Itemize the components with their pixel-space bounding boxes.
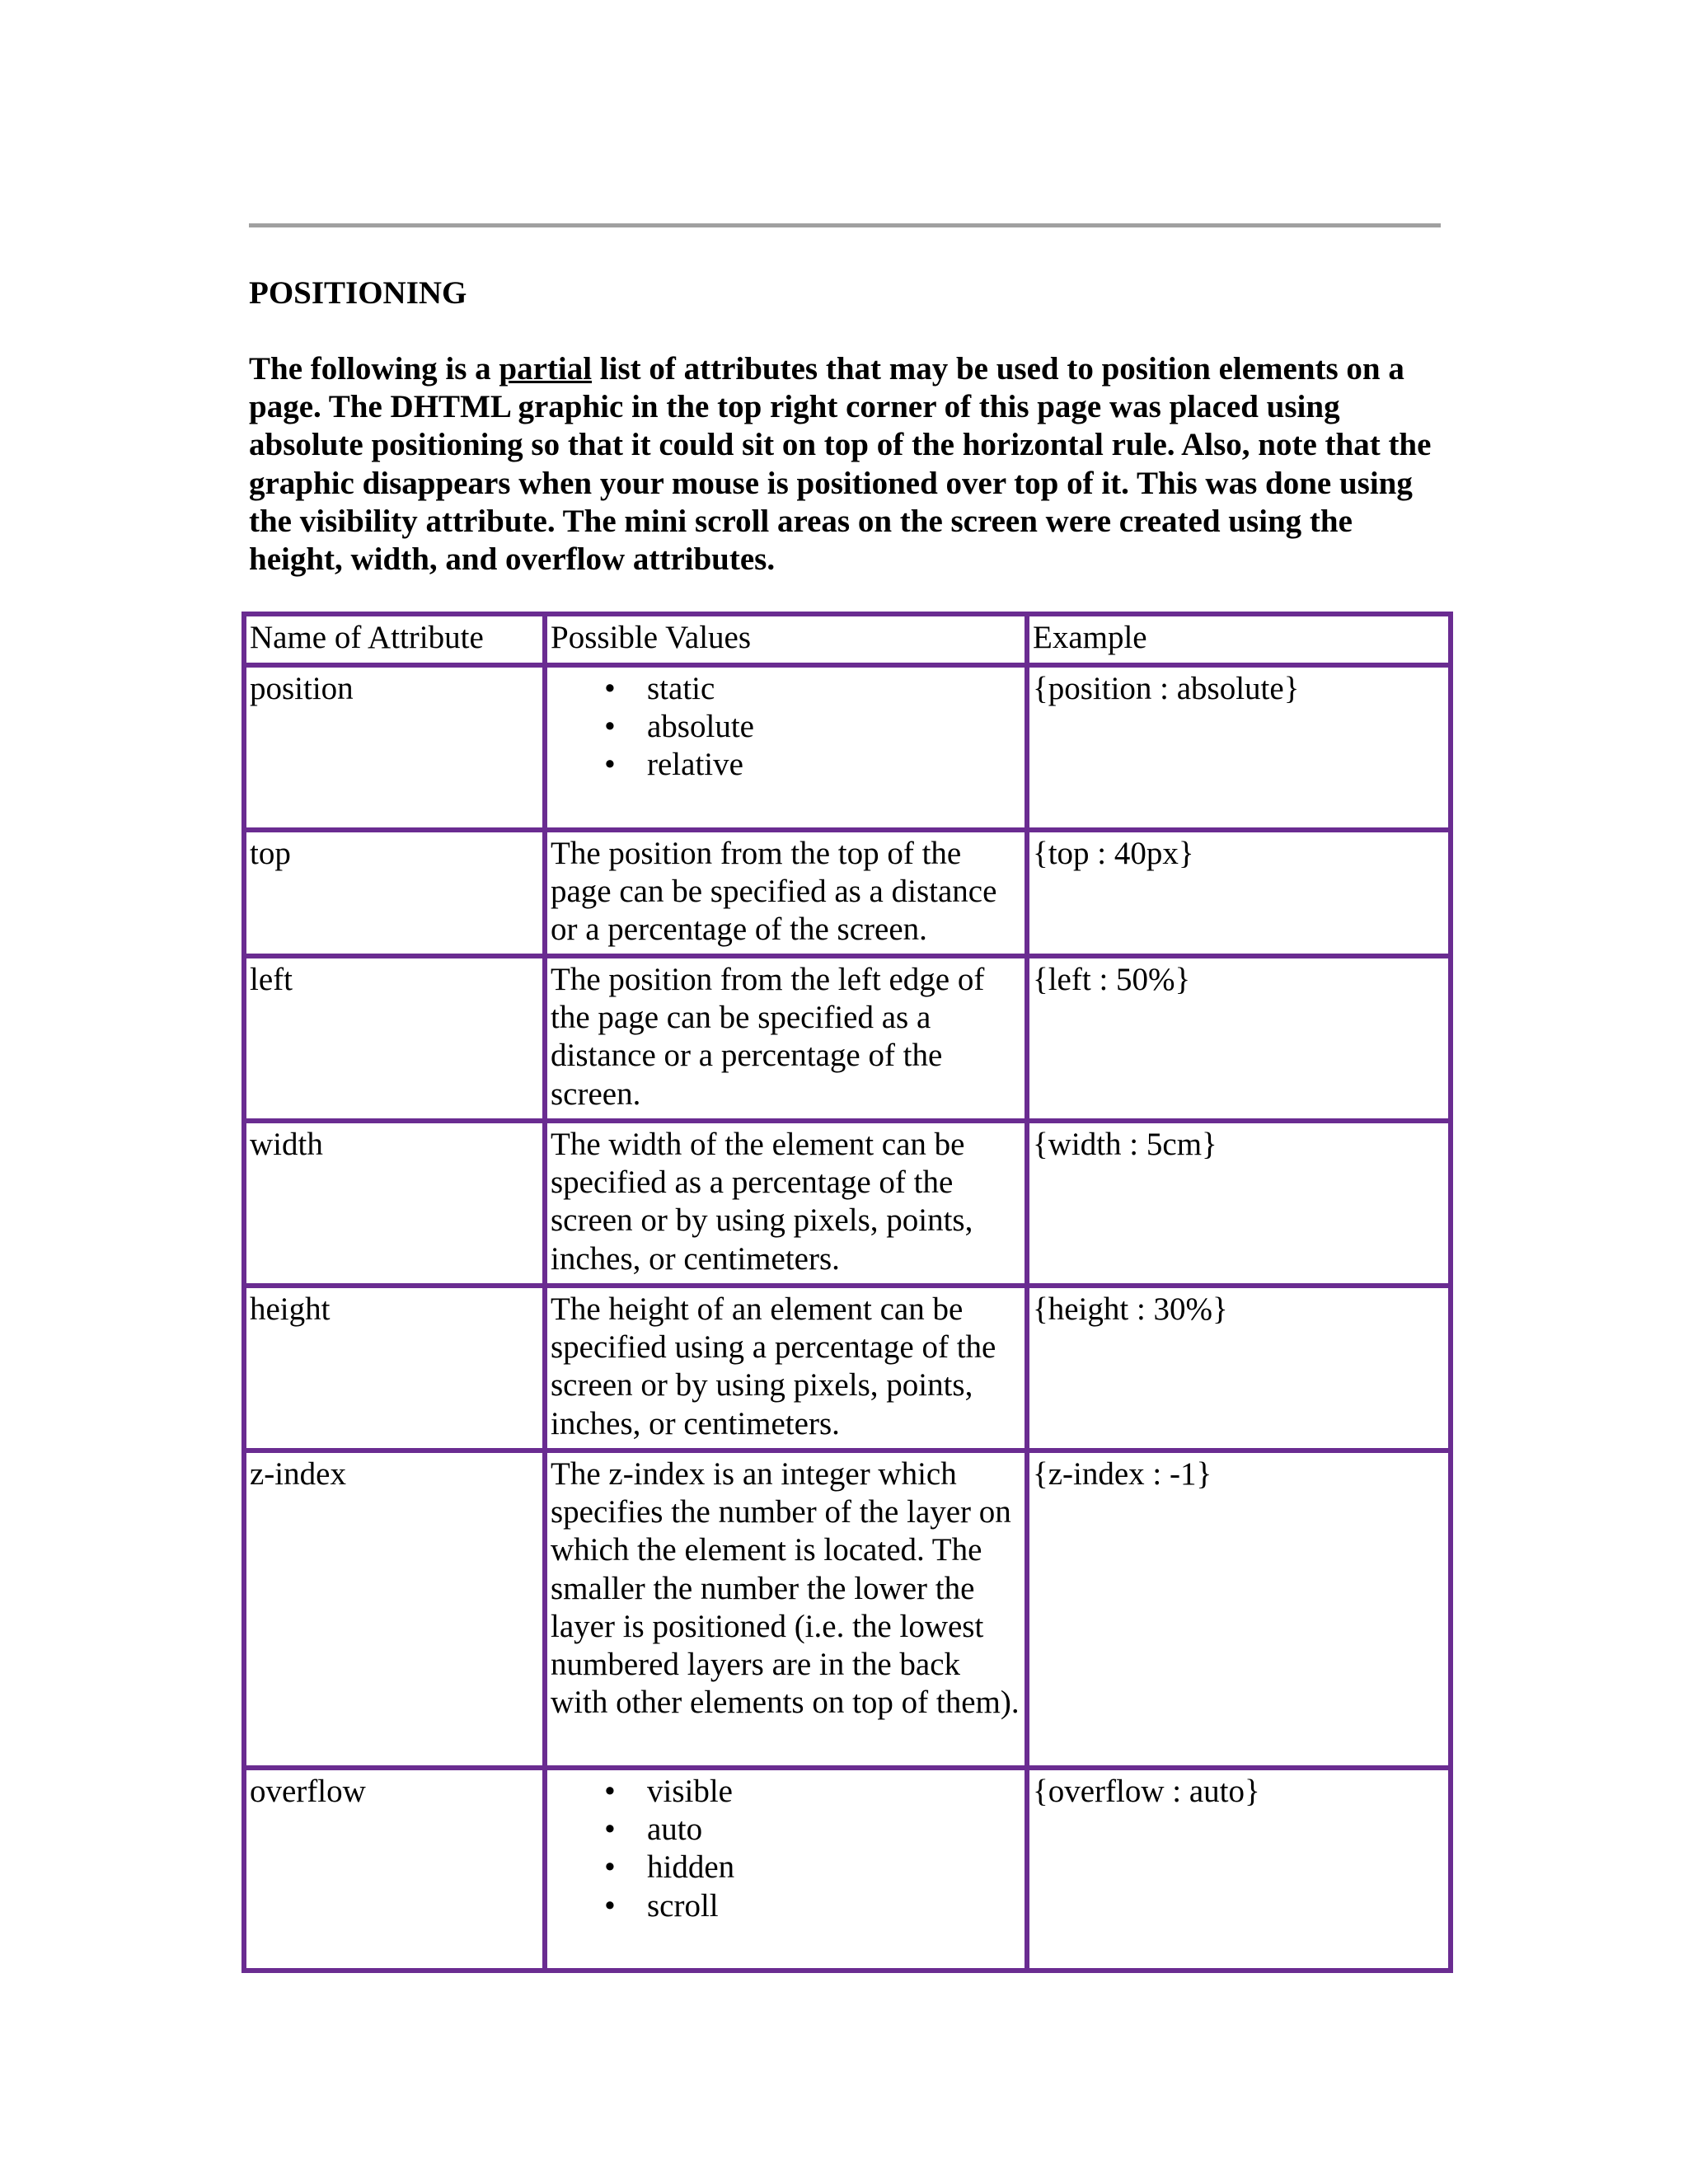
attribute-name-cell: position (244, 665, 545, 830)
attribute-name-cell: overflow (244, 1768, 545, 1971)
example-cell: {height : 30%} (1027, 1286, 1451, 1451)
attribute-name-cell: left (244, 956, 545, 1121)
list-item-label: hidden (647, 1849, 735, 1886)
attribute-name-cell: width (244, 1121, 545, 1286)
attributes-table (241, 612, 1453, 1973)
example-cell: {top : 40px} (1027, 830, 1451, 956)
table-row (244, 1121, 1451, 1286)
list-item-label: relative (647, 747, 743, 783)
example-cell: {z-index : -1} (1027, 1451, 1451, 1768)
values-list (551, 670, 1021, 785)
bullet-icon: • (604, 671, 616, 706)
intro-text-before: The following is a (249, 351, 499, 387)
list-item (551, 1887, 1021, 1925)
list-item (551, 670, 1021, 708)
example-cell: {width : 5cm} (1027, 1121, 1451, 1286)
attribute-name-cell: height (244, 1286, 545, 1451)
bullet-icon: • (604, 709, 616, 745)
possible-values-cell: The height of an element can be specified using a percentage of the screen or by using pixels, points, inches, or centimeters. (545, 1286, 1027, 1451)
table-row (244, 665, 1451, 830)
table-header-row (244, 614, 1451, 665)
list-item (551, 1773, 1021, 1811)
example-cell: {position : absolute} (1027, 665, 1451, 830)
intro-text-underlined: partial (499, 351, 593, 387)
possible-values-cell: The position from the top of the page can be specified as a distance or a percentage of the screen. (545, 830, 1027, 956)
list-item-label: visible (647, 1774, 733, 1809)
header-cell-name: Name of Attribute (244, 614, 545, 665)
header-cell-values: Possible Values (545, 614, 1027, 665)
bullet-icon: • (604, 1774, 616, 1809)
possible-values-cell (545, 665, 1027, 830)
bullet-icon: • (604, 747, 616, 783)
possible-values-cell: The position from the left edge of the page can be specified as a distance or a percentage of the screen. (545, 956, 1027, 1121)
example-cell: {overflow : auto} (1027, 1768, 1451, 1971)
list-item-label: auto (647, 1811, 703, 1848)
page-title: POSITIONING (249, 275, 467, 311)
example-cell: {left : 50%} (1027, 956, 1451, 1121)
table-row (244, 1286, 1451, 1451)
table-row (244, 1451, 1451, 1768)
list-item-label: absolute (647, 709, 754, 745)
table-row (244, 1768, 1451, 1971)
header-cell-example: Example (1027, 614, 1451, 665)
list-item-label: static (647, 671, 715, 706)
horizontal-rule (249, 223, 1441, 227)
list-item (551, 746, 1021, 784)
attribute-name-cell: z-index (244, 1451, 545, 1768)
list-item (551, 1811, 1021, 1849)
bullet-icon: • (604, 1887, 616, 1924)
table-row (244, 956, 1451, 1121)
values-list (551, 1773, 1021, 1925)
list-item (551, 708, 1021, 746)
bullet-icon: • (604, 1849, 616, 1886)
table-row (244, 830, 1451, 956)
list-item-label: scroll (647, 1887, 719, 1924)
possible-values-cell (545, 1768, 1027, 1971)
list-item (551, 1849, 1021, 1886)
attribute-name-cell: top (244, 830, 545, 956)
intro-text-after: list of attributes that may be used to position elements on a page. The DHTML graphic in the top right corner of this page was placed using absolute positioning so that it could sit on top of the horizontal rule. Also, note that the graphic disappears when your mouse is positioned over top of it. This was done using the visibility attribute. The mini scroll areas on the screen were created using the height, width, and overflow attributes. (249, 351, 1432, 578)
intro-paragraph (249, 350, 1452, 579)
bullet-icon: • (604, 1811, 616, 1848)
possible-values-cell: The z-index is an integer which specifies the number of the layer on which the element is located. The smaller the number the lower the layer is positioned (i.e. the lowest numbered layers are in the back with other elements on top of them). (545, 1451, 1027, 1768)
possible-values-cell: The width of the element can be specified as a percentage of the screen or by using pixels, points, inches, or centimeters. (545, 1121, 1027, 1286)
